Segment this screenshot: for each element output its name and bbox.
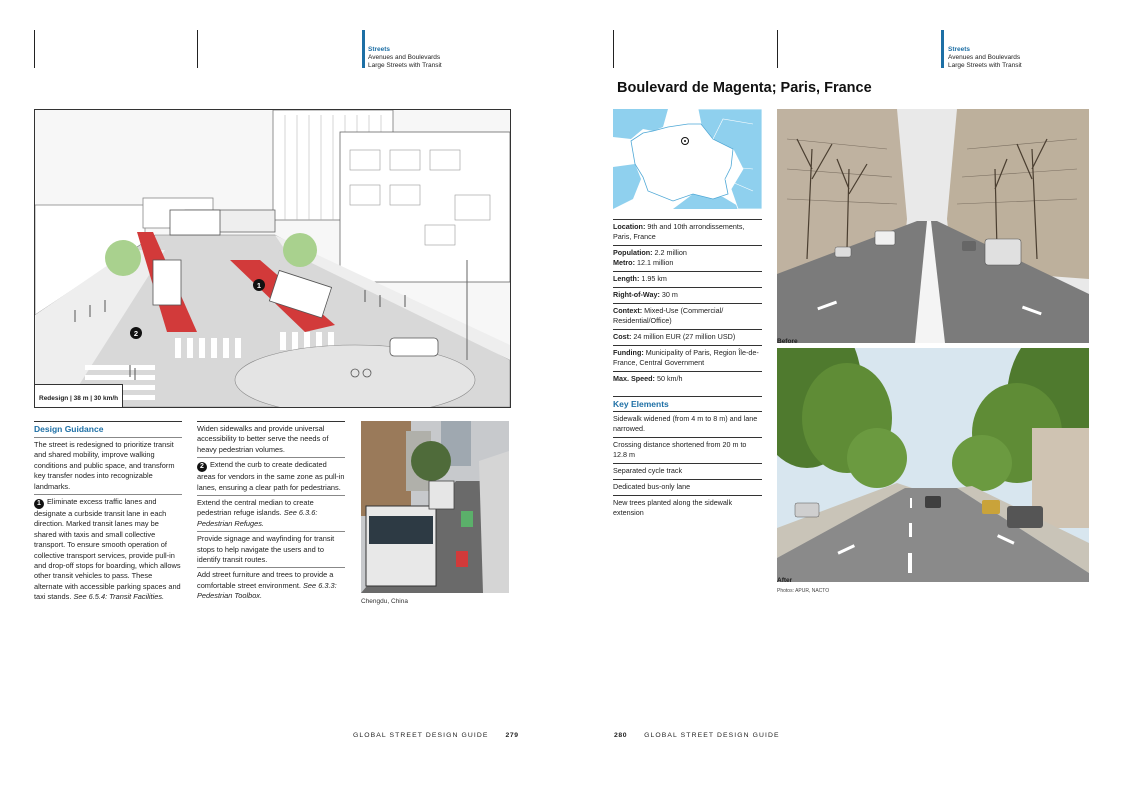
col2-divider-1 bbox=[197, 457, 345, 458]
fact-metro-value: 12.1 million bbox=[634, 258, 674, 267]
header-accent-left bbox=[362, 30, 365, 68]
after-photo-drawing bbox=[777, 348, 1089, 582]
fact-rule bbox=[613, 345, 762, 346]
tree bbox=[283, 233, 317, 267]
tree bbox=[411, 441, 451, 481]
design-guidance-title: Design Guidance bbox=[34, 424, 104, 434]
fact-population-label: Population: bbox=[613, 248, 653, 257]
bus bbox=[429, 481, 454, 509]
chengdu-caption: Chengdu, China bbox=[361, 598, 408, 605]
header-sub1-right: Avenues and Boulevards bbox=[948, 54, 1021, 61]
photo-credit: Photos: APUR, NACTO bbox=[777, 588, 830, 594]
fact-rule bbox=[613, 287, 762, 288]
fact-funding bbox=[613, 346, 762, 371]
fact-speed-label: Max. Speed: bbox=[613, 374, 655, 383]
fact-location-label: Location: bbox=[613, 222, 646, 231]
design-guidance-item-2 bbox=[197, 460, 345, 493]
fact-metro-label: Metro: bbox=[613, 258, 635, 267]
footer-right bbox=[614, 732, 780, 739]
header-section: Streets bbox=[368, 46, 391, 53]
car bbox=[982, 500, 1000, 514]
bus bbox=[153, 260, 181, 305]
col1-divider bbox=[34, 494, 182, 495]
header-right bbox=[948, 46, 1022, 70]
key-element-item: New trees planted along the sidewalk extension bbox=[613, 498, 733, 517]
fact-right-of-way bbox=[613, 288, 762, 303]
fact-funding-value: Municipality of Paris, Region Île-de-France, Central Government bbox=[613, 348, 759, 367]
col1-top-rule bbox=[34, 421, 182, 422]
location-map bbox=[613, 109, 762, 209]
illustration-caption: Redesign | 38 m | 30 km/h bbox=[39, 395, 119, 402]
number-badge-1: 1 bbox=[34, 499, 44, 509]
col2-divider-3 bbox=[197, 531, 345, 532]
car bbox=[461, 511, 473, 527]
before-label: Before bbox=[777, 338, 798, 345]
fact-location-value: 9th and 10th arrondissements, Paris, France bbox=[613, 222, 745, 241]
col2-paragraph-5 bbox=[197, 570, 345, 601]
design-guidance-item-1 bbox=[34, 497, 182, 603]
chengdu-photo-drawing bbox=[361, 421, 509, 593]
key-elements-rule bbox=[613, 411, 762, 412]
car bbox=[875, 231, 895, 245]
illustration-drawing bbox=[35, 110, 510, 407]
car bbox=[835, 247, 851, 257]
header-sub2: Large Streets with Transit bbox=[368, 62, 442, 69]
fact-metro bbox=[613, 258, 762, 271]
key-elements bbox=[613, 396, 762, 521]
footer-left bbox=[353, 732, 519, 739]
fact-sheet bbox=[613, 219, 762, 387]
fact-location bbox=[613, 220, 762, 245]
street-illustration bbox=[34, 109, 511, 408]
building bbox=[340, 132, 510, 282]
callout-2-label: 2 bbox=[133, 329, 139, 338]
key-element-item: Crossing distance shortened from 20 m to 12.8 m bbox=[613, 440, 747, 459]
fact-population bbox=[613, 246, 762, 258]
item-2-text: Extend the curb to create dedicated areas for vendors in the same zone as pull-in lanes, ensuring a clear path for pedestrians. bbox=[197, 460, 345, 492]
fact-rule bbox=[613, 219, 762, 220]
key-elements-rule bbox=[613, 437, 762, 438]
col2-paragraph-1: Widen sidewalks and provide universal accessibility to better serve the needs of heavy pedestrian volumes. bbox=[197, 424, 329, 454]
chengdu-photo bbox=[361, 421, 509, 593]
item-1-text: Eliminate excess traffic lanes and designate a curbside transit lane in each direction. Marked transit lanes may be shared with taxis and small collective transport. To ensure smooth operation of collective transport services, provide pull-in and drop-off stops for boarding, which allows other transit vehicles to pass. These alternate with accessible parking spaces and taxi stands. bbox=[34, 497, 181, 602]
col2-p5-text: Add street furniture and trees to provide a comfortable street environment. bbox=[197, 570, 334, 590]
fact-length bbox=[613, 272, 762, 287]
header-section-right: Streets bbox=[948, 46, 971, 53]
before-photo-drawing bbox=[777, 109, 1089, 343]
tree bbox=[105, 240, 141, 276]
page-number-right: 280 bbox=[614, 732, 628, 739]
footer-left-title: GLOBAL STREET DESIGN GUIDE bbox=[353, 732, 489, 739]
car bbox=[390, 338, 438, 356]
callout-1-label: 1 bbox=[256, 281, 262, 290]
fact-context-value: Mixed-Use (Commercial/ Residential/Office) bbox=[613, 306, 724, 325]
key-elements-rule bbox=[613, 479, 762, 480]
fact-length-value: 1.95 km bbox=[639, 274, 667, 283]
header-rule-left-1 bbox=[34, 30, 35, 68]
col2-p3-text: Extend the central median to create pedestrian refuge islands. bbox=[197, 498, 314, 518]
fact-population-value: 2.2 million bbox=[652, 248, 687, 257]
key-elements-rule bbox=[613, 495, 762, 496]
key-element-item: Dedicated bus-only lane bbox=[613, 482, 691, 491]
header-left bbox=[368, 46, 442, 70]
fact-length-label: Length: bbox=[613, 274, 640, 283]
header-sub2-right: Large Streets with Transit bbox=[948, 62, 1022, 69]
footer-right-title: GLOBAL STREET DESIGN GUIDE bbox=[644, 732, 780, 739]
fact-rule bbox=[613, 303, 762, 304]
col2-paragraph-4: Provide signage and wayfinding for transit stops to help navigate the users and to identify transit routes. bbox=[197, 534, 335, 565]
fact-row-value: 30 m bbox=[659, 290, 678, 299]
map-drawing bbox=[613, 109, 762, 209]
col2-divider-2 bbox=[197, 495, 345, 496]
page-number-left: 279 bbox=[505, 732, 519, 739]
col2-paragraph-3 bbox=[197, 498, 345, 529]
before-photo bbox=[777, 109, 1089, 343]
car bbox=[795, 503, 819, 517]
fact-funding-label: Funding: bbox=[613, 348, 644, 357]
col2-p5-reference: See 6.3.3: Pedestrian Toolbox. bbox=[197, 580, 337, 601]
fact-speed-value: 50 km/h bbox=[654, 374, 683, 383]
fact-speed bbox=[613, 372, 762, 387]
after-label: After bbox=[777, 577, 793, 584]
header-rule-right-1 bbox=[613, 30, 614, 68]
col2-p3-reference: See 6.3.6: Pedestrian Refuges. bbox=[197, 508, 318, 528]
building bbox=[361, 421, 411, 516]
car bbox=[985, 239, 1021, 265]
fact-cost-value: 24 million EUR (27 million USD) bbox=[631, 332, 736, 341]
fact-context bbox=[613, 304, 762, 329]
fact-rule bbox=[613, 371, 762, 372]
fact-row-label: Right-of-Way: bbox=[613, 290, 660, 299]
bus bbox=[170, 210, 220, 235]
fact-rule bbox=[613, 329, 762, 330]
design-guidance-intro: The street is redesigned to prioritize transit and shared mobility, improve walking conditions and public space, and transform key transfer nodes into recognizable landmarks. bbox=[34, 440, 175, 491]
fact-rule bbox=[613, 245, 762, 246]
header-rule-left-2 bbox=[197, 30, 198, 68]
car bbox=[1007, 506, 1043, 528]
header-accent-right bbox=[941, 30, 944, 68]
key-elements-top-rule bbox=[613, 396, 762, 397]
fact-context-label: Context: bbox=[613, 306, 643, 315]
after-photo bbox=[777, 348, 1089, 582]
design-guidance-column bbox=[34, 424, 182, 603]
col2-divider-4 bbox=[197, 567, 345, 568]
key-element-item: Sidewalk widened (from 4 m to 8 m) and lane narrowed. bbox=[613, 414, 758, 433]
guidance-column-2 bbox=[197, 424, 345, 602]
number-badge-2: 2 bbox=[197, 462, 207, 472]
fact-cost-label: Cost: bbox=[613, 332, 632, 341]
car bbox=[925, 496, 941, 508]
fact-cost bbox=[613, 330, 762, 345]
key-elements-rule bbox=[613, 463, 762, 464]
car bbox=[962, 241, 976, 251]
header-rule-right-2 bbox=[777, 30, 778, 68]
item-1-reference: See 6.5.4: Transit Facilities. bbox=[73, 592, 165, 602]
key-element-item: Separated cycle track bbox=[613, 466, 683, 475]
car bbox=[456, 551, 468, 567]
illustration-caption-box bbox=[35, 384, 123, 407]
page-title: Boulevard de Magenta; Paris, France bbox=[617, 80, 872, 96]
key-elements-title: Key Elements bbox=[613, 399, 669, 409]
fact-rule bbox=[613, 271, 762, 272]
col2-top-rule bbox=[197, 421, 345, 422]
col1-title-rule bbox=[34, 437, 182, 438]
header-sub1: Avenues and Boulevards bbox=[368, 54, 441, 61]
